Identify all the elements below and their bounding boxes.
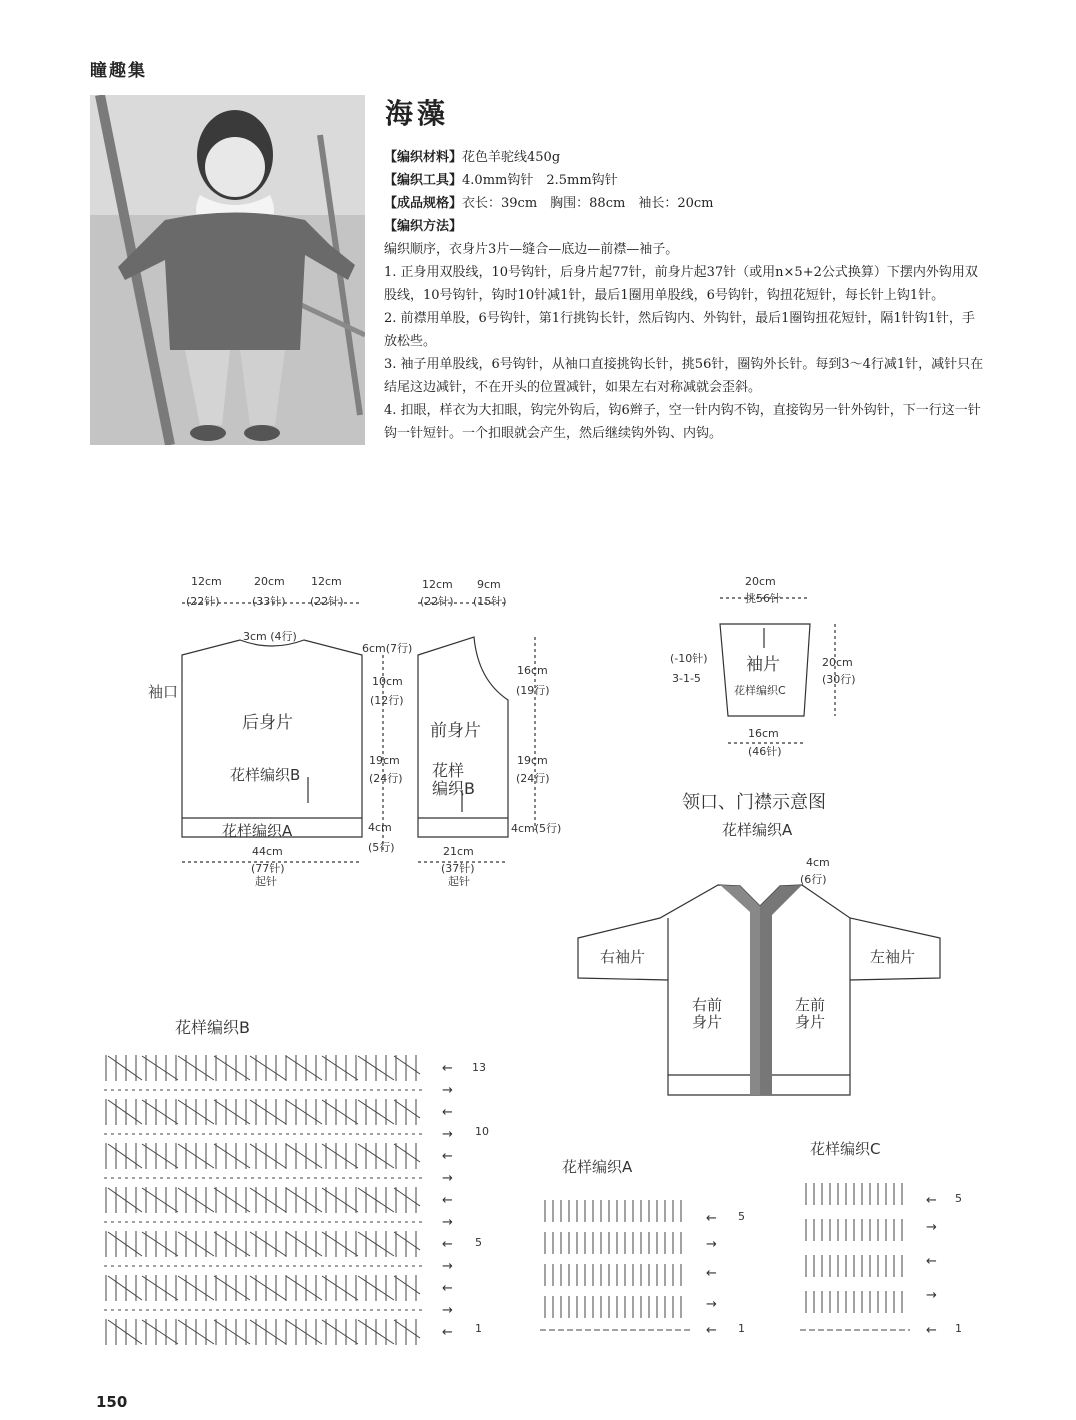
left-front-label-1: 左前 xyxy=(795,996,826,1014)
svg-text:→: → xyxy=(442,1083,453,1098)
svg-text:→: → xyxy=(442,1171,453,1186)
chart-b-title: 花样编织B xyxy=(175,1018,250,1037)
tools-value: 4.0mm钩针 2.5mm钩针 xyxy=(462,173,618,188)
tools-label: 【编织工具】 xyxy=(384,173,463,188)
back-width-2-stitches: (33针) xyxy=(252,595,286,608)
front-height-2-rows: (24行) xyxy=(516,772,550,785)
svg-text:←: ← xyxy=(442,1281,453,1296)
svg-text:→: → xyxy=(926,1220,937,1235)
back-bottom-width: 44cm xyxy=(252,845,283,858)
sleeve-bottom-stitches: (46针) xyxy=(748,745,782,758)
front-width-2-stitches: (15针) xyxy=(473,595,507,608)
svg-text:←: ← xyxy=(926,1254,937,1269)
chart-a-row-1: 1 xyxy=(738,1322,745,1335)
collar-width: 4cm xyxy=(806,856,830,869)
cuff-label: 袖口 xyxy=(148,683,179,701)
svg-text:←: ← xyxy=(442,1325,453,1340)
chart-a-row-5: 5 xyxy=(738,1210,745,1223)
page-number: 150 xyxy=(96,1393,128,1411)
right-front-label-2: 身片 xyxy=(692,1013,723,1031)
child-in-cardigan-image xyxy=(90,95,365,445)
right-sleeve-label: 右袖片 xyxy=(600,948,646,966)
material-value: 花色羊驼线450g xyxy=(462,150,561,165)
pattern-info xyxy=(384,146,984,445)
front-body-name: 前身片 xyxy=(430,721,481,741)
right-front-label-1: 右前 xyxy=(692,996,723,1014)
back-height-1: 6cm(7行) xyxy=(362,642,413,655)
chart-b-grid xyxy=(104,1055,426,1345)
left-sleeve-label: 左袖片 xyxy=(870,948,916,966)
front-bottom-stitches: (37针) xyxy=(441,862,475,875)
front-bottom-width: 21cm xyxy=(443,845,474,858)
sleeve-decrease: (-10针) xyxy=(670,652,708,665)
chart-c-grid xyxy=(800,1183,910,1330)
svg-text:→: → xyxy=(926,1288,937,1303)
svg-text:→: → xyxy=(706,1297,717,1312)
svg-text:←: ← xyxy=(442,1149,453,1164)
back-width-1-stitches: (22针) xyxy=(186,595,220,608)
front-height-1: 16cm xyxy=(517,664,548,677)
svg-text:←: ← xyxy=(442,1105,453,1120)
model-photo xyxy=(90,95,365,445)
chart-c-row-1: 1 xyxy=(955,1322,962,1335)
method-label: 【编织方法】 xyxy=(384,219,463,234)
back-height-4-rows: (5行) xyxy=(368,841,395,854)
chart-c-title: 花样编织C xyxy=(810,1140,881,1158)
right-placket xyxy=(760,885,802,1095)
chart-b-row-13: 13 xyxy=(472,1061,486,1074)
back-body-outline xyxy=(182,640,362,837)
collar-title: 领口、门襟示意图 xyxy=(682,792,826,813)
chart-a-grid xyxy=(540,1200,690,1330)
left-placket xyxy=(720,885,760,1095)
method-line: 2. 前襟用单股，6号钩针，第1行挑钩长针，然后钩内、外钩针，最后1圈钩扭花短针，隔1针钩1针，手放松些。 xyxy=(384,311,975,349)
svg-text:←: ← xyxy=(442,1061,453,1076)
back-width-3: 12cm xyxy=(311,575,342,588)
spec-label: 【成品规格】 xyxy=(384,196,463,211)
front-height-2: 19cm xyxy=(517,754,548,767)
spec-value: 衣长：39cm 胸围：88cm 袖长：20cm xyxy=(462,196,714,211)
back-height-3: 19cm xyxy=(369,754,400,767)
sleeve-pattern: 花样编织C xyxy=(734,684,786,697)
chart-c-row-5: 5 xyxy=(955,1192,962,1205)
left-front-label-2: 身片 xyxy=(795,1013,826,1031)
back-body-name: 后身片 xyxy=(242,713,293,733)
method-line: 3. 袖子用单股线，6号钩针，从袖口直接挑钩长针，挑56针，圈钩外长针。每到3～4行减1针，减针只在结尾这边减针，不在开头的位置减针，如果左右对称减就会歪斜。 xyxy=(384,357,984,395)
svg-text:←: ← xyxy=(926,1323,937,1338)
back-width-2: 20cm xyxy=(254,575,285,588)
back-bottom-cast-on: 起针 xyxy=(255,875,277,888)
collar-pattern: 花样编织A xyxy=(722,821,793,839)
method-line: 编织顺序，衣身片3片—缝合—底边—前襟—袖子。 xyxy=(384,242,679,257)
sleeve-top-width: 20cm xyxy=(745,575,776,588)
method-line: 4. 扣眼，样衣为大扣眼，钩完外钩后，钩6辫子，空一针内钩不钩，直接钩另一针外钩针，下一行这一针钩一针短针。一个扣眼就会产生，然后继续钩外钩、内钩。 xyxy=(384,403,981,441)
sleeve-top-stitches: 挑56针 xyxy=(745,592,781,605)
sleeve-decrease-rule: 3-1-5 xyxy=(672,672,701,685)
chart-b-row-5: 5 xyxy=(475,1236,482,1249)
back-bottom-stitches: (77针) xyxy=(251,862,285,875)
back-neck-dim: 3cm (4行) xyxy=(243,630,297,643)
front-width-2: 9cm xyxy=(477,578,501,591)
back-pattern: 花样编织B xyxy=(230,766,301,784)
chart-b-row-1: 1 xyxy=(475,1322,482,1335)
front-height-1-rows: (19行) xyxy=(516,684,550,697)
method-row xyxy=(384,215,984,238)
sleeve-name: 袖片 xyxy=(746,655,780,675)
collar-rows: (6行) xyxy=(800,873,827,886)
svg-text:←: ← xyxy=(442,1193,453,1208)
tools-row xyxy=(384,169,984,192)
front-bottom-cast-on: 起针 xyxy=(448,875,470,888)
back-width-3-stitches: (22针) xyxy=(310,595,344,608)
front-width-1-stitches: (22针) xyxy=(420,595,454,608)
chart-b-row-10: 10 xyxy=(475,1125,489,1138)
svg-text:←: ← xyxy=(926,1193,937,1208)
back-height-3-rows: (24行) xyxy=(369,772,403,785)
svg-text:→: → xyxy=(706,1237,717,1252)
svg-text:←: ← xyxy=(706,1266,717,1281)
back-width-1: 12cm xyxy=(191,575,222,588)
pattern-title: 海藻 xyxy=(385,97,450,130)
front-width-1: 12cm xyxy=(422,578,453,591)
svg-text:→: → xyxy=(442,1259,453,1274)
back-height-2-rows: (12行) xyxy=(370,694,404,707)
sleeve-height: 20cm xyxy=(822,656,853,669)
svg-text:→: → xyxy=(442,1127,453,1142)
svg-text:→: → xyxy=(442,1303,453,1318)
material-label: 【编织材料】 xyxy=(384,150,463,165)
back-height-4: 4cm xyxy=(368,821,392,834)
sleeve-bottom-width: 16cm xyxy=(748,727,779,740)
front-pattern-2: 编织B xyxy=(432,779,475,798)
back-band: 花样编织A xyxy=(222,822,293,840)
series-title: 瞳趣集 xyxy=(90,61,147,81)
sleeve-height-rows: (30行) xyxy=(822,673,856,686)
svg-text:←: ← xyxy=(442,1237,453,1252)
back-height-2: 10cm xyxy=(372,675,403,688)
front-height-3: 4cm(5行) xyxy=(511,822,562,835)
svg-text:→: → xyxy=(442,1215,453,1230)
front-pattern-1: 花样 xyxy=(432,761,465,780)
spec-row xyxy=(384,192,984,215)
svg-text:←: ← xyxy=(706,1323,717,1338)
method-line: 1. 正身用双股线，10号钩针，后身片起77针，前身片起37针（或用n×5+2公式换算）下摆内外钩用双股线，10号钩针，钩时10针减1针，最后1圈用单股线，6号钩针，钩扭花短针，每长针上钩1针。 xyxy=(384,265,978,303)
material-row xyxy=(384,146,984,169)
chart-a-title: 花样编织A xyxy=(562,1158,633,1176)
svg-text:←: ← xyxy=(706,1211,717,1226)
